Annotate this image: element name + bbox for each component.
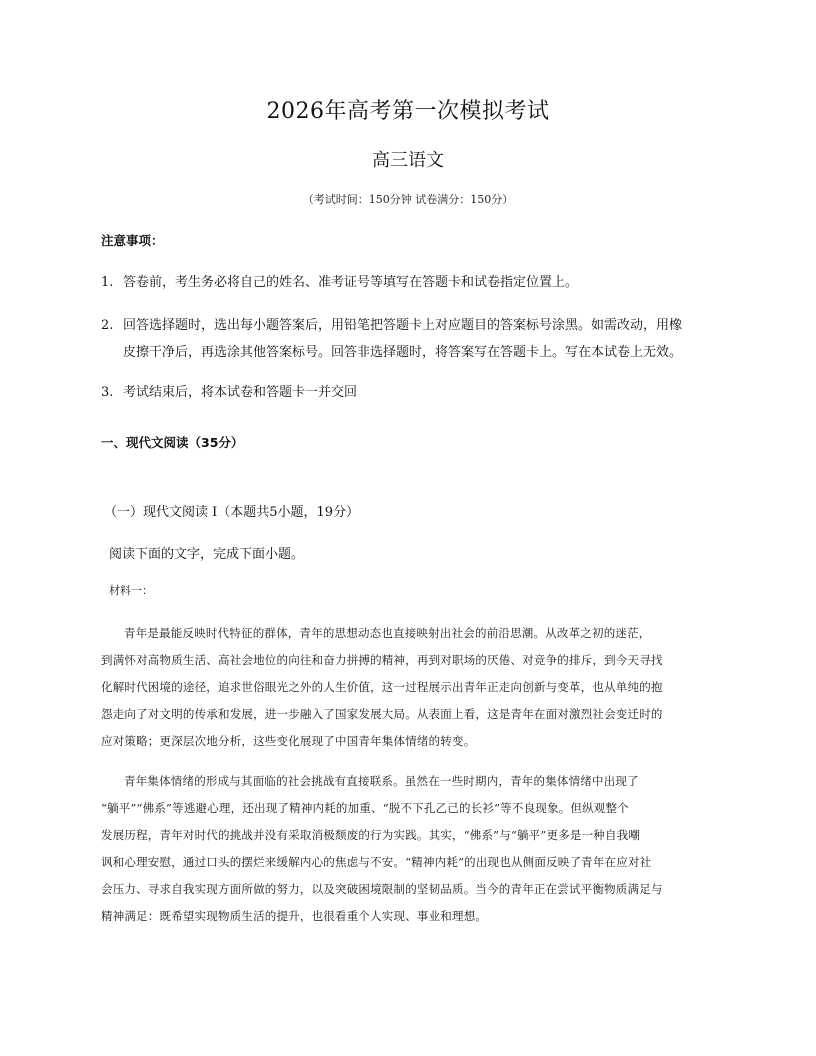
notice-item-text: 考试结束后，将本试卷和答题卡一并交回 xyxy=(123,385,358,400)
notice-item-number: 1. xyxy=(101,275,114,290)
exam-title: 2026年高考第一次模拟考试 xyxy=(266,99,550,124)
material-label: 材料一： xyxy=(109,584,153,597)
paragraph-2-line-3: 发展历程，青年对时代的挑战并没有采取消极颓废的行为实践。其实，“佛系”与“躺平”更多是一种自我嘲 xyxy=(101,828,641,842)
notice-item-2 xyxy=(101,314,682,333)
paragraph-1-line-2: 到满怀对高物质生活、高社会地位的向往和奋力拼搏的精神，再到对职场的厌倦、对竞争的排斥，到今天寻找 xyxy=(101,653,663,667)
notice-item-number: 2. xyxy=(101,318,114,333)
paragraph-2-line-2: “躺平”“佛系”等逃避心理，还出现了精神内耗的加重、“脱不下孔乙己的长衫”等不良现象。但纵观整个 xyxy=(101,801,629,815)
notice-item-text: 回答选择题时，选出每小题答案后，用铅笔把答题卡上对应题目的答案标号涂黑。如需改动，用橡 xyxy=(123,318,683,333)
exam-subject: 高三语文 xyxy=(372,150,444,171)
notice-item-1 xyxy=(101,271,578,290)
notice-item-2-continued: 皮擦干净后，再选涂其他答案标号。回答非选择题时，将答案写在答题卡上。写在本试卷上无效。 xyxy=(123,345,683,360)
paragraph-2-line-1: 青年集体情绪的形成与其面临的社会挑战有直接联系。虽然在一些时期内，青年的集体情绪中出现了 xyxy=(124,774,639,788)
paragraph-1-line-1: 青年是最能反映时代特征的群体，青年的思想动态也直接映射出社会的前沿思潮。从改革之初的迷茫， xyxy=(124,626,651,640)
paragraph-2-line-6: 精神满足：既希望实现物质生活的提升，也很看重个人实现、事业和理想。 xyxy=(101,909,488,923)
notice-item-3 xyxy=(101,381,357,400)
reading-instruction: 阅读下面的文字，完成下面小题。 xyxy=(109,547,305,562)
subsection-heading: （一）现代文阅读 I（本题共5小题，19分） xyxy=(104,505,360,520)
exam-meta: （考试时间：150分钟 试卷满分：150分） xyxy=(302,193,514,206)
notice-item-text: 答卷前，考生务必将自己的姓名、准考证号等填写在答题卡和试卷指定位置上。 xyxy=(123,275,579,290)
paragraph-1-line-4: 怨走向了对文明的传承和发展，进一步融入了国家发展大局。从表面上看，这是青年在面对激烈社会变迁时的 xyxy=(101,707,663,721)
paragraph-1-line-5: 应对策略；更深层次地分析，这些变化展现了中国青年集体情绪的转变。 xyxy=(101,734,476,748)
paragraph-2-line-5: 会压力、寻求自我实现方面所做的努力，以及突破困境限制的坚韧品质。当今的青年正在尝试平衡物质满足与 xyxy=(101,882,663,896)
notice-item-number: 3. xyxy=(101,385,114,400)
notice-heading: 注意事项： xyxy=(101,233,164,248)
paragraph-2-line-4: 讽和心理安慰，通过口头的摆烂来缓解内心的焦虑与不安。“精神内耗”的出现也从侧面反映了青年在应对社 xyxy=(101,855,652,869)
section-heading: 一、现代文阅读（35分） xyxy=(101,435,244,450)
paragraph-1-line-3: 化解时代困境的途径，追求世俗眼光之外的人生价值，这一过程展示出青年正走向创新与变革，也从单纯的抱 xyxy=(101,680,663,694)
